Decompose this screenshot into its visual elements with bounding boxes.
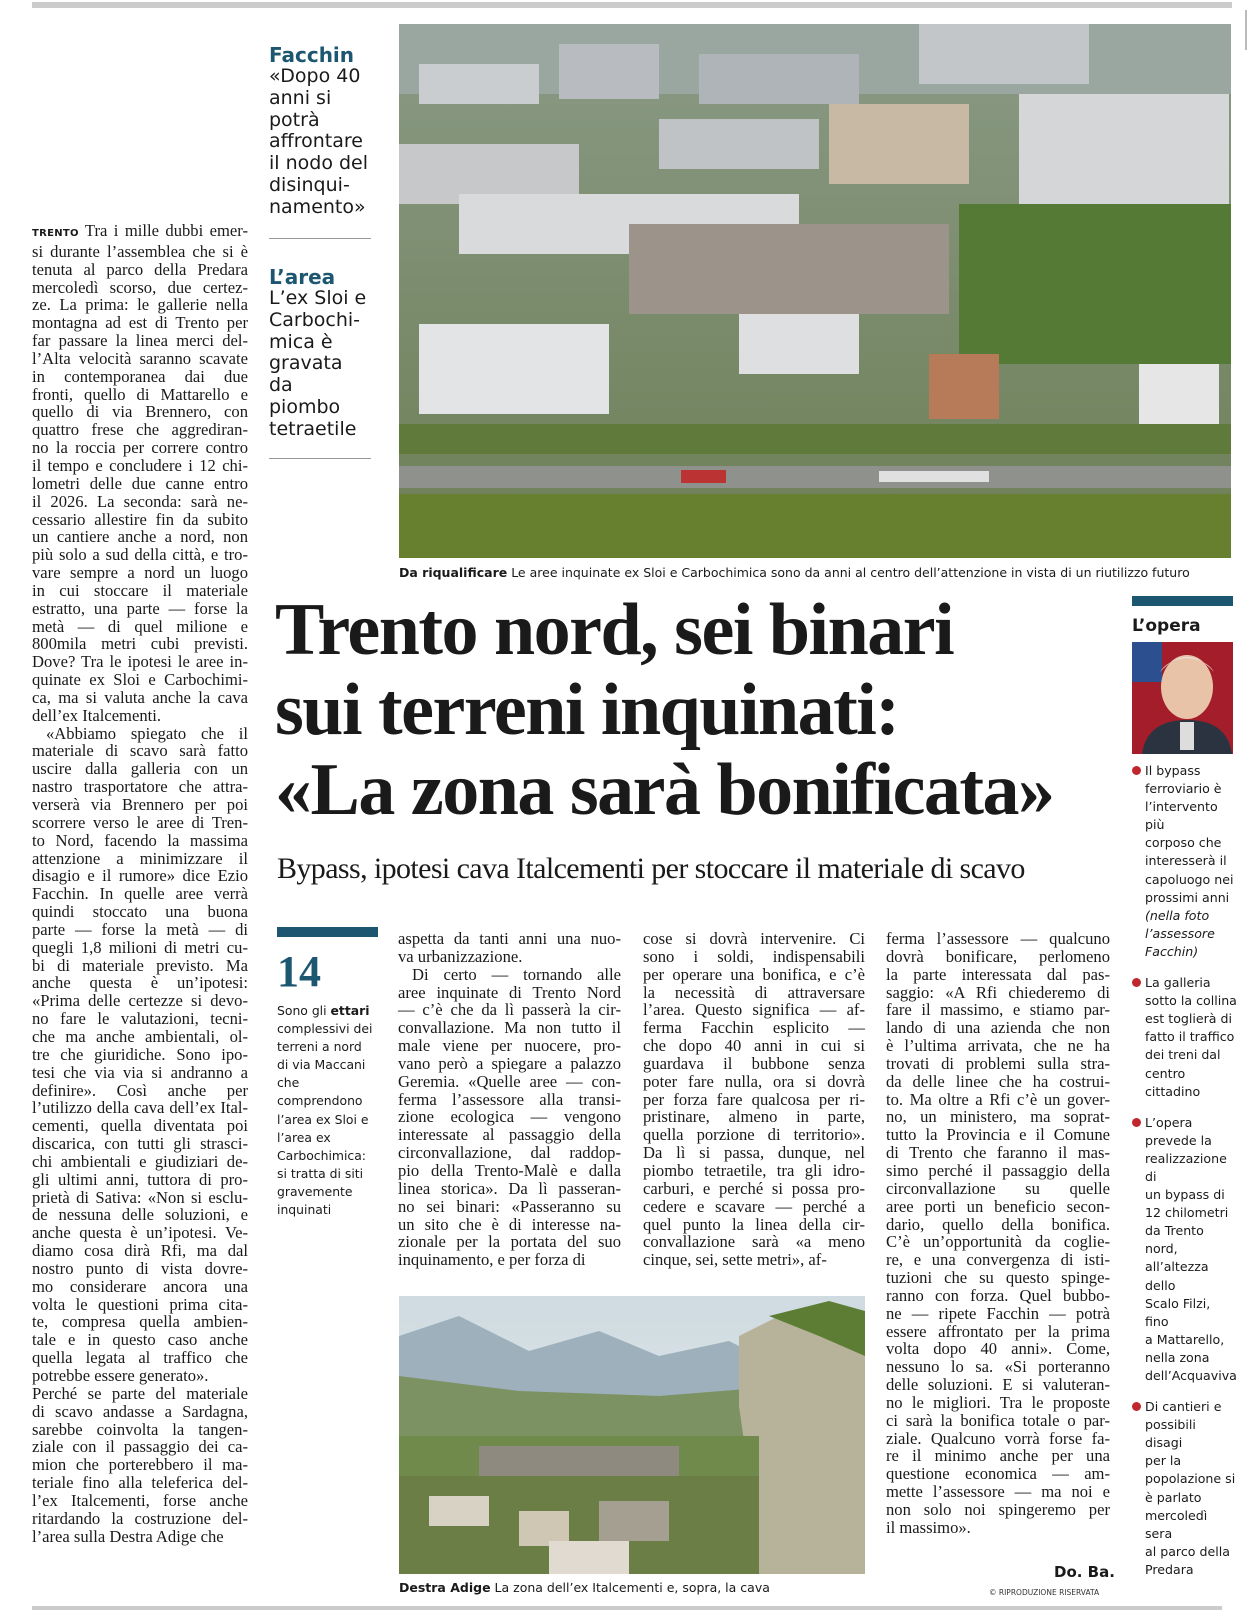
bullet-line (1132, 834, 1237, 852)
text-line: cementi, quella diventata poi (32, 1116, 248, 1136)
bullet-line (1132, 1222, 1237, 1258)
text-line: mette l’assessore — ma noi e (886, 1482, 1110, 1502)
text-line: ziale con il passaggio dei ca- (32, 1437, 248, 1457)
text-line: metà — di quel milione e (32, 616, 248, 636)
text-line: nostro punto di vista dovre- (32, 1258, 248, 1278)
quote-line: namento» (269, 195, 366, 218)
text-line: cose si dovrà intervenire. Ci (643, 929, 865, 948)
stat-text (277, 1002, 389, 1219)
text-line: di Trento che faranno il mas- (886, 1143, 1110, 1163)
bullet-line (1132, 1186, 1237, 1204)
text-line: aree inquinate di Trento Nord (398, 982, 621, 1002)
bullet-text: Predara (1145, 1561, 1194, 1577)
text-line: un cantiere anche a nord, non (32, 527, 248, 547)
text-line: scorrere verso le aree di Tren- (32, 812, 248, 832)
box-bullet (1132, 1114, 1237, 1385)
article-column-3 (643, 930, 865, 1269)
text-line: piombo tetraetile, tra gli idro- (643, 1160, 865, 1180)
bullet-text: Di cantieri e (1145, 1399, 1222, 1415)
text-line: saggio: «A Rfi chiederemo di (886, 982, 1110, 1002)
text-line: dell’ex Italcementi. (32, 705, 161, 725)
bullet-line (1132, 1507, 1237, 1543)
bullet-line (1132, 889, 1237, 907)
bullet-line (1132, 1065, 1237, 1083)
text-line: sarebbe coinvolta la tangen- (32, 1419, 248, 1439)
article-column-2 (398, 930, 621, 1269)
text-line: la parte interessata dal pas- (886, 964, 1110, 984)
quote-line: da (269, 374, 293, 397)
text-line: te, compresa quella ambien- (32, 1312, 248, 1332)
text-line: è l’ultima arrivata, che ne ha (886, 1036, 1110, 1056)
text-line: aree porti un beneficio secon- (886, 1196, 1110, 1216)
text-line: potrebbe essere generato». (32, 1366, 209, 1385)
page-edge-mark (1245, 10, 1247, 50)
bullet-text: interesserà il (1145, 853, 1227, 869)
text-line: in contemporanea dai due (32, 366, 248, 386)
column-4-text (886, 930, 1110, 1537)
photo-destra-adige-caption-text: La zona dell’ex Italcementi e, sopra, la cava (490, 1580, 770, 1595)
bullet-line (1132, 1367, 1237, 1385)
quote-line: anni si (269, 86, 332, 109)
text-line: mercoledì scorso, due certez- (32, 277, 248, 297)
quote-facchin (269, 44, 374, 219)
text-line: tutto la Provincia e il Comune (886, 1125, 1110, 1145)
text-line: anche questa è un’ipotesi: (32, 973, 248, 993)
text-line: che dopo 40 anni in cui si (643, 1036, 865, 1056)
bullet-italic-line: Facchin) (1145, 943, 1199, 959)
bullet-line (1132, 1543, 1237, 1561)
text-line: convallazione. Ma non tutto il (398, 1018, 621, 1038)
text-line: nastro trasportatore che attra- (32, 777, 248, 797)
bullet-text: Il bypass (1145, 763, 1201, 778)
bullet-line (1132, 1132, 1237, 1150)
text-line: convallazione sarà «a meno (643, 1232, 865, 1252)
bullet-text: dell’Acquaviva (1145, 1368, 1237, 1383)
bullet-line (1132, 1204, 1237, 1222)
text-line: lometri delle due canne entro (32, 473, 248, 493)
text-line (32, 222, 248, 243)
text-line: no, un ministero, ma soprat- (886, 1107, 1110, 1127)
text-line: anche questa è un’ipotesi. Ve- (32, 1223, 248, 1243)
quote-line: gravata (269, 352, 343, 375)
bullet-dot-icon (1132, 766, 1141, 775)
bullet-text: un bypass di (1145, 1187, 1225, 1203)
bullet-line (1132, 1046, 1237, 1064)
stat-line: si tratta di siti (277, 1165, 364, 1181)
bullet-line (1132, 1010, 1237, 1028)
text-line: ferma Facchin esplicito — (643, 1018, 865, 1038)
text-line: chi ambientali e giudiziari de- (32, 1151, 248, 1171)
text-line: la necessità di attraversare (643, 982, 865, 1002)
text-line: tesi che via via si andranno a (32, 1062, 248, 1082)
bullet-line (1132, 1398, 1237, 1416)
bullet-text: La galleria (1145, 975, 1211, 991)
text-line: zione ecologica — vengono (398, 1107, 621, 1127)
bullet-line (1132, 1561, 1237, 1579)
box-bullet (1132, 762, 1237, 961)
text-line: quel punto la linea della cir- (643, 1214, 865, 1234)
bullet-line (1132, 871, 1237, 889)
text-line: cessario allestire fin da subito (32, 509, 248, 529)
bullet-text: fatto il traffico (1145, 1029, 1235, 1045)
stat-line: comprendono (277, 1093, 363, 1109)
destra-adige-image (399, 1296, 865, 1574)
photo-destra-adige (399, 1296, 865, 1574)
article-column-1 (32, 222, 248, 1545)
text-line: verserà via Brennero per poi (32, 795, 248, 814)
quote-line: tetraetile (269, 417, 357, 440)
top-rule (32, 2, 1232, 8)
text-line: to. Ma oltre a Rfi c’è un gover- (886, 1089, 1110, 1109)
text-line: linea storica». Da lì passeran- (398, 1178, 621, 1198)
text-line: ze. La prima: le gallerie nella (32, 295, 248, 315)
text-line: aspetta da tanti anni una nuo- (398, 929, 621, 948)
text-line: fronti, quello di Mattarello e (32, 384, 248, 404)
bullet-text: al parco della (1145, 1543, 1230, 1559)
bullet-line (1132, 852, 1237, 870)
text-line: guardava il bubbone senza (643, 1053, 865, 1073)
box-bullet (1132, 1398, 1237, 1579)
text-line: de nessuna delle soluzioni, e (32, 1205, 248, 1225)
bullet-line (1132, 992, 1237, 1010)
bullet-text: nella zona (1145, 1349, 1210, 1365)
headline-line-1: Trento nord, sei binari (275, 589, 954, 671)
text-line: essere affrontato per la prima (886, 1321, 1110, 1341)
text-line: volta le questioni prima cita- (32, 1294, 248, 1314)
bullet-text: est toglierà di (1145, 1011, 1233, 1027)
bullet-text: 12 chilometri (1145, 1205, 1229, 1221)
text-line: volta dopo 40 anni». Come, (886, 1339, 1110, 1359)
bullet-text: realizzazione di (1145, 1150, 1227, 1184)
bullet-line (1132, 780, 1237, 798)
bullet-text: l’intervento più (1145, 799, 1218, 833)
text-line: non solo noi spingeremo per (886, 1500, 1110, 1519)
text-line: l’area sulla Destra Adige che (32, 1526, 224, 1546)
text-line: dovrà bonificare, perlomeno (886, 946, 1110, 966)
stat-line: Carbochimica: (277, 1147, 366, 1163)
headline-line-3: «La zona sarà bonificata» (275, 749, 1054, 831)
text-line: quella porzione di territorio». (643, 1125, 865, 1145)
text-line: tuzioni che su questo spinge- (886, 1268, 1110, 1288)
quote-area-text (269, 288, 374, 441)
text-line: va urbanizzazione. (398, 946, 523, 966)
text-line: ranno con forza. Quel bubbo- (886, 1285, 1110, 1305)
bullet-line (1132, 1452, 1237, 1470)
bullet-text: a Mattarello, (1145, 1331, 1225, 1347)
photo-industrial-caption-text: Le aree inquinate ex Sloi e Carbochimica sono da anni al centro dell’attenzione in vista di un riutilizzo futuro (507, 565, 1190, 580)
bullet-dot-icon (1132, 978, 1141, 987)
text-line: tre che giuridiche. Sono ipo- (32, 1044, 248, 1064)
text-line: tenuta al parco della Predara (32, 259, 248, 279)
bullet-text: L’opera (1145, 1114, 1193, 1130)
author-signature: Do. Ba. (1054, 1563, 1115, 1581)
text-line: circonvallazione su quelle (886, 1178, 1110, 1198)
bullet-text: prossimi anni (1145, 889, 1230, 905)
box-bullet (1132, 974, 1237, 1101)
text-line: — c’è che da lì passerà la cir- (398, 1000, 621, 1020)
text-line: si durante l’assemblea che si è (32, 241, 248, 261)
text-line: pio della Trento-Malè e dalla (398, 1160, 621, 1180)
text-line: ferma l’assessore — qualcuno (886, 929, 1110, 948)
quote-line: affrontare (269, 130, 363, 153)
bullet-text: corposo che (1145, 835, 1222, 851)
text-line: dario, quello della bonifica. (886, 1214, 1110, 1234)
dateline: TRENTO (32, 228, 85, 239)
stat-text-bold: ettari (330, 1003, 370, 1018)
quote-area (269, 266, 374, 441)
column-3-text (643, 930, 865, 1269)
text-line: ci sarà la bonifica totale o par- (886, 1410, 1110, 1430)
text-line: pristinare, almeno in parte, (643, 1107, 865, 1127)
stat-line: di via Maccani (277, 1057, 366, 1073)
stat-number: 14 (277, 947, 321, 996)
text-line: delle soluzioni. E si valuteran- (886, 1375, 1110, 1395)
article-column-4 (886, 930, 1110, 1537)
text-line: uscire dalla galleria con un (32, 759, 248, 779)
quote-line: il nodo del (269, 152, 369, 175)
quote-divider-2 (269, 458, 371, 459)
bullet-text: sotto la collina (1145, 993, 1237, 1009)
column-2-text (398, 930, 621, 1269)
text-line: nessuno lo sa. «Si porteranno (886, 1357, 1110, 1377)
text-line: quattro frese che aggrediran- (32, 420, 248, 440)
text-line: parte — forse la metà — di (32, 919, 248, 939)
bullet-text: capoluogo nei (1145, 871, 1234, 887)
bullet-text: all’altezza dello (1145, 1259, 1209, 1293)
text-line: montagna ad est di Trento per (32, 313, 248, 333)
portrait-image (1132, 642, 1233, 754)
subheadline: Bypass, ipotesi cava Italcementi per stoccare il materiale di scavo (277, 852, 1025, 885)
photo-industrial-area (399, 24, 1231, 558)
bullet-line (1132, 1416, 1237, 1452)
quote-line: L’ex Sloi e (269, 287, 367, 309)
stat-line: complessivi dei (277, 1021, 373, 1037)
stat-bar (277, 927, 378, 937)
text-line: re il minimo anche per una (886, 1446, 1110, 1466)
bullet-line (1132, 1258, 1237, 1294)
text-line: male viene per nuocere, pro- (398, 1036, 621, 1056)
text-line: un sito che è di interesse na- (398, 1214, 621, 1234)
text-line: Geremia. «Quelle aree — con- (398, 1071, 621, 1091)
bullet-line (1132, 1489, 1237, 1507)
headline (275, 590, 1105, 830)
text-line: zionale per la portata del suo (398, 1232, 621, 1252)
quote-line: mica è (269, 330, 333, 353)
text-line: lando di una azienda che non (886, 1018, 1110, 1038)
text-line: quindi stoccato una buona (32, 902, 248, 922)
bullet-text: centro (1145, 1065, 1186, 1081)
text-line: l’ex Italcementi, forse anche (32, 1490, 248, 1510)
bullet-text: possibili disagi (1145, 1417, 1196, 1451)
stat-line: che (277, 1075, 300, 1091)
text-line: no la roccia per correre contro (32, 438, 248, 458)
quote-line: disinqui- (269, 173, 350, 196)
bottom-rule (32, 1606, 1222, 1610)
text-line: il massimo». (886, 1517, 971, 1537)
text-line: Di certo — tornando alle (412, 964, 621, 984)
text-line: carburi, e perché si possa pro- (643, 1178, 865, 1198)
stat-text-pre: Sono gli (277, 1003, 331, 1018)
photo-destra-adige-caption (399, 1580, 770, 1595)
text-line: l’area. Questo significa — af- (643, 1000, 865, 1020)
text-line: di scavo andasse a Sardagna, (32, 1401, 248, 1421)
text-line: per forza fare qualcosa per ri- (643, 1089, 865, 1109)
stat-line: l’area ex Sloi e (277, 1111, 369, 1127)
bullet-text: prevede la (1145, 1132, 1212, 1148)
stat-line: terreni a nord (277, 1039, 362, 1055)
text-line: quegli 1,8 milioni di metri cu- (32, 937, 248, 957)
text-line: da delle linee che ha costrui- (886, 1071, 1110, 1091)
text-line: cinque, sei, sette metri», af- (643, 1250, 827, 1270)
industrial-area-image (399, 24, 1231, 558)
photo-industrial-caption (399, 565, 1190, 580)
text-line: tale e in questo caso anche (32, 1330, 248, 1350)
quote-line: «Dopo 40 (269, 65, 361, 87)
text-line: per operare una bonifica, e c’è (643, 964, 865, 984)
bullet-line (1132, 1150, 1237, 1186)
bullet-text: ferroviario è (1145, 781, 1222, 797)
text-line: re, e una convergenza di isti- (886, 1250, 1110, 1270)
text-line: teriale fino alla teleferica del- (32, 1473, 248, 1493)
quote-divider (269, 238, 371, 239)
text-line: fare il massimo, e stiamo par- (886, 1000, 1110, 1020)
text-line: Perché se parte del materiale (32, 1383, 248, 1403)
text-line: ca, ma si valuta anche la cava (32, 687, 248, 707)
text-line: vano però a spiegare a palazzo (398, 1053, 621, 1073)
text-line: Dove? Tra le ipotesi le aree in- (32, 652, 248, 672)
text-line: in cui stoccare il materiale (32, 580, 248, 600)
quote-line: piombo (269, 395, 341, 418)
text-line: quello di via Brennero, con (32, 402, 248, 422)
text-line: mo considerare ancora una (32, 1276, 248, 1296)
text-line: diamo cosa dirà Rfi, ma dal (32, 1241, 248, 1261)
bullet-italic-line: l’assessore (1145, 925, 1215, 941)
text-line: cedere e scavare — perché a (643, 1196, 865, 1216)
text-line: ritardando la costruzione del- (32, 1508, 248, 1528)
text-line: poter fare nulla, ora si dovrà (643, 1071, 865, 1091)
bullet-line (1132, 1331, 1237, 1349)
text-line: materiale di scavo sarà fatto (32, 741, 248, 761)
bullet-text: dei treni dal (1145, 1047, 1221, 1063)
text-line: che ma anche ambientali, ol- (32, 1026, 248, 1046)
bullet-text: Scalo Filzi, fino (1145, 1295, 1211, 1329)
text-line: vare sempre a nord un luogo (32, 563, 248, 583)
text-line: quella legata al traffico che (32, 1348, 248, 1368)
portrait-facchin (1132, 642, 1233, 754)
quote-facchin-text (269, 66, 374, 219)
bullet-text: popolazione si (1145, 1471, 1236, 1487)
box-head: L’opera (1132, 616, 1201, 636)
text-line: simo perché il passaggio della (886, 1160, 1110, 1180)
text-line: Facchin. In quelle aree verrà (32, 884, 248, 904)
text-line-content: Tra i mille dubbi emer- (84, 221, 248, 240)
headline-line-2: sui terreni inquinati: (275, 669, 899, 751)
box-bullets (1132, 762, 1237, 1592)
text-line: l’utilizzo della cava dell’ex Ital- (32, 1098, 248, 1118)
text-line: attenzione a minimizzare il (32, 848, 248, 868)
text-line: interessate al passaggio della (398, 1125, 621, 1145)
bullet-line (1132, 762, 1237, 780)
text-line: definire». Così anche per (32, 1080, 248, 1100)
stat-line: inquinati (277, 1202, 332, 1218)
text-line: inquinamento, e per forza di (398, 1250, 586, 1270)
bullet-italic-line: (nella foto (1145, 907, 1210, 923)
text-line: ne — ripete Facchin — potrà (886, 1303, 1110, 1323)
bullet-text: è parlato (1145, 1489, 1202, 1505)
bullet-text: da Trento nord, (1145, 1223, 1204, 1257)
text-line: trovati di problemi sulla stra- (886, 1053, 1110, 1073)
text-line: far passare la linea merci del- (32, 331, 248, 351)
text-line: estratto, una parte — forse la (32, 598, 248, 618)
text-line: il tempo e concludere i 12 chi- (32, 455, 248, 475)
text-line: ziale. Qualcuno vorrà forse fa- (886, 1428, 1110, 1448)
quote-area-head: L’area (269, 265, 336, 289)
bullet-line (1132, 1114, 1237, 1132)
stat-line: l’area ex (277, 1129, 331, 1145)
bullet-line (1132, 1349, 1237, 1367)
bullet-dot-icon (1132, 1118, 1141, 1127)
photo-destra-adige-caption-label: Destra Adige (399, 1580, 491, 1595)
photo-industrial-caption-label: Da riqualificare (399, 565, 508, 580)
column-1-text (32, 222, 248, 1545)
text-line: «Abbiamo spiegato che il (46, 723, 248, 743)
bullet-line (1132, 1028, 1237, 1046)
text-line: quinate ex Sloi e Carbochimi- (32, 670, 248, 690)
box-bar (1132, 596, 1233, 606)
text-line: disagio e il rumore» dice Ezio (32, 866, 248, 886)
text-line: sono i soldi, indispensabili (643, 946, 865, 966)
text-line: il 2026. La seconda: sarà ne- (32, 491, 248, 511)
quote-line: potrà (269, 108, 320, 131)
bullet-line (1132, 974, 1237, 992)
text-line: discarica, con tutti gli strasci- (32, 1134, 248, 1154)
text-line: ferma l’assessore alla transi- (398, 1089, 621, 1109)
text-line: più solo a sud della città, e tro- (32, 545, 248, 565)
text-line: mion che porterebbero il ma- (32, 1455, 248, 1475)
stat-line: gravemente (277, 1183, 353, 1199)
quote-line: Carbochi- (269, 308, 361, 331)
bullet-line (1132, 1295, 1237, 1331)
bullet-line (1132, 1083, 1237, 1101)
bullet-line (1132, 1470, 1237, 1488)
bullet-text: mercoledì sera (1145, 1507, 1208, 1541)
text-line: gli ultimi anni, tuttora di pro- (32, 1169, 248, 1189)
copyright-notice: © RIPRODUZIONE RISERVATA (989, 1588, 1100, 1597)
text-line: 800mila metri cubi previsti. (32, 634, 248, 654)
bullet-text: cittadino (1145, 1083, 1201, 1099)
bullet-dot-icon (1132, 1402, 1141, 1411)
text-line: no fare le valutazioni, tecni- (32, 1009, 248, 1029)
text-line: prietà di Sativa: «Non si esclu- (32, 1187, 248, 1207)
text-line: circonvallazione, dal raddop- (398, 1143, 621, 1163)
text-line: «Prima delle certezze si devo- (32, 991, 248, 1011)
text-line: to Nord, facendo la massima (32, 830, 248, 850)
bullet-line (1132, 798, 1237, 834)
text-line: no le migliori. Tra le proposte (886, 1392, 1110, 1412)
text-line: C’è un’opportunità da coglie- (886, 1232, 1110, 1252)
text-line: no sei binari: «Passeranno su (398, 1196, 621, 1216)
text-line: questione economica — am- (886, 1464, 1110, 1484)
text-line: bi di materiale previsto. Ma (32, 955, 248, 975)
text-line: Da lì si passa, dunque, nel (643, 1143, 865, 1163)
quote-facchin-head: Facchin (269, 43, 355, 67)
bullet-text: per la (1145, 1453, 1182, 1469)
text-line: l’Alta velocità saranno scavate (32, 348, 248, 368)
